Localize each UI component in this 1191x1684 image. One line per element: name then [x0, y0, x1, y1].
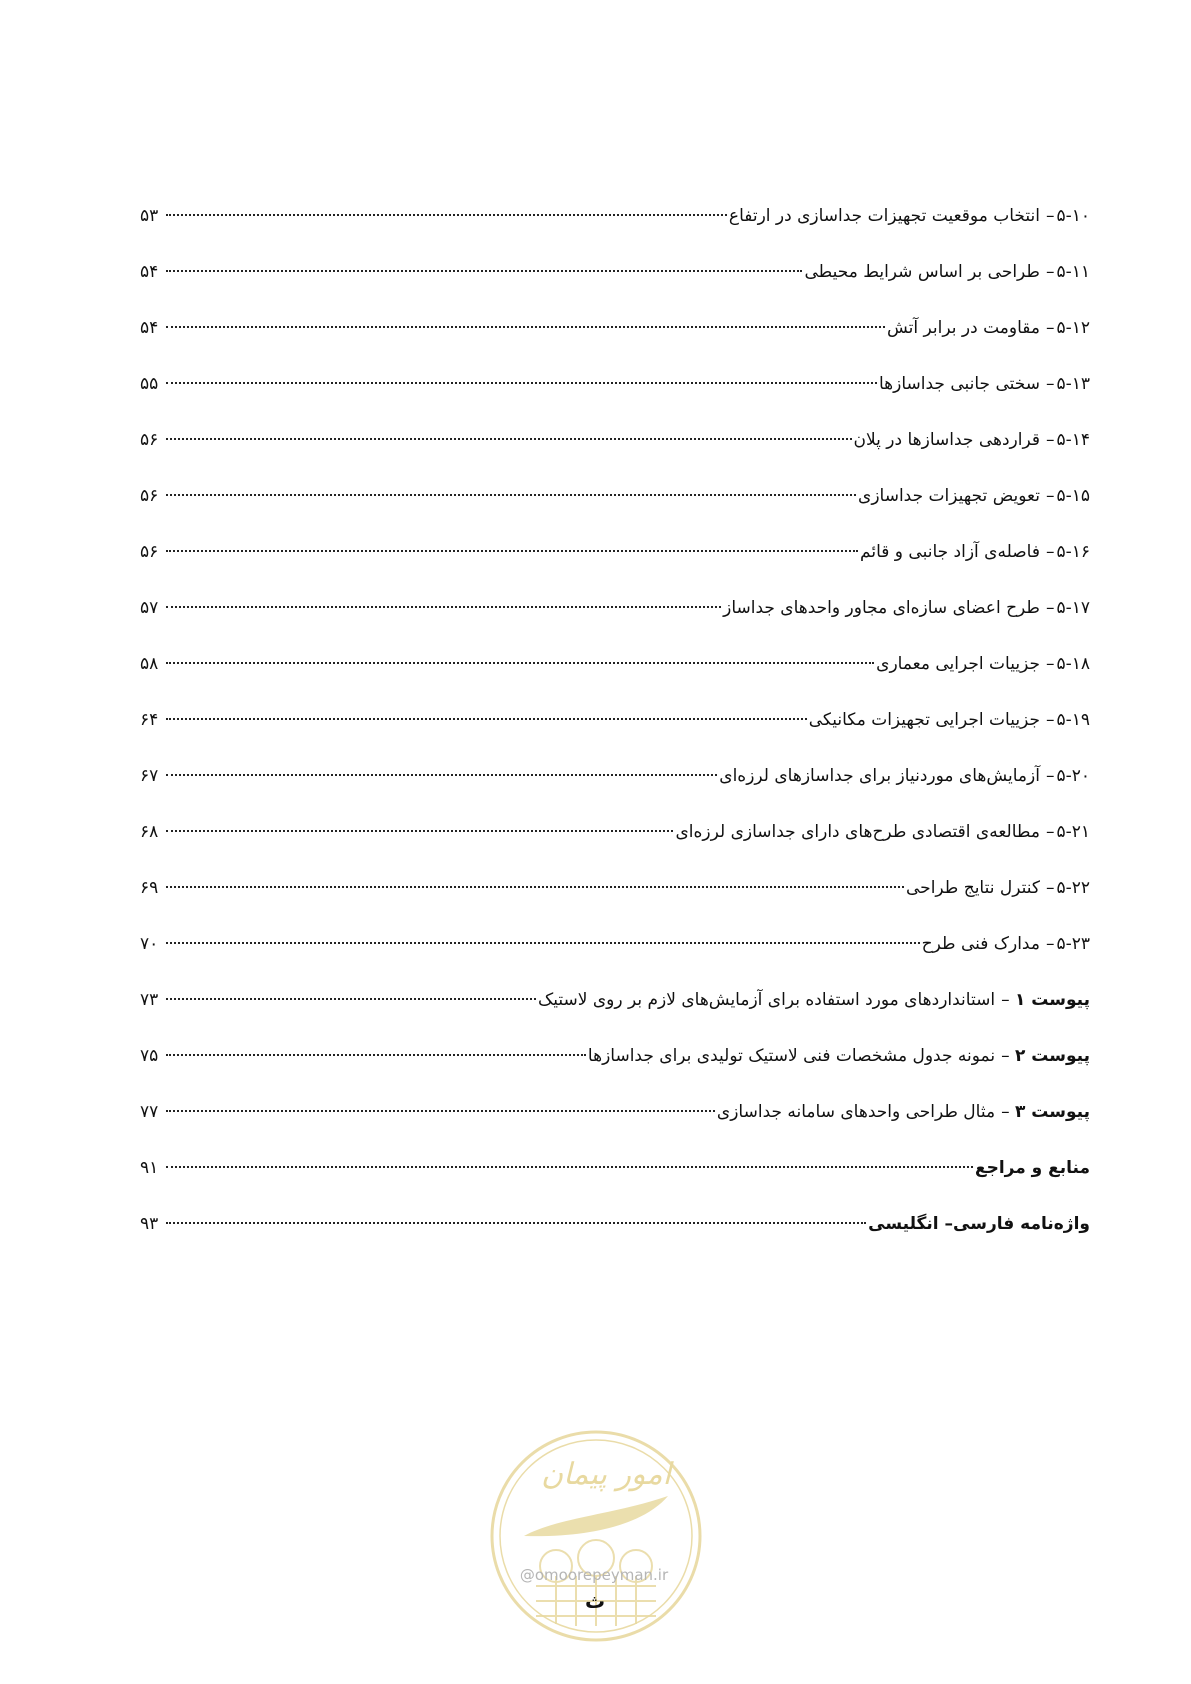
- section-number: ۵-۲۲: [1056, 878, 1090, 898]
- page-number: ۵۶: [140, 542, 159, 562]
- dot-leader: [166, 662, 874, 664]
- section-number: ۵-۱۵: [1056, 486, 1090, 506]
- seal-text: امور پیمان: [541, 1457, 671, 1492]
- section-title: تعویض تجهیزات جداسازی: [858, 486, 1040, 506]
- toc-entry[interactable]: ۵-۱۰ – انتخاب موقعیت تجهیزات جداسازی در ارتفاع ۵۳: [140, 206, 1090, 226]
- appendix-title: استانداردهای مورد استفاده برای آزمایش‌های لازم بر روی لاستیک: [538, 990, 996, 1010]
- dot-leader: [166, 1166, 973, 1168]
- section-title: طراحی بر اساس شرایط محیطی: [804, 262, 1040, 282]
- section-number: ۵-۲۳: [1056, 934, 1090, 954]
- page-number: ۷۷: [140, 1102, 159, 1122]
- section-number: ۵-۲۱: [1056, 822, 1090, 842]
- dot-leader: [166, 1222, 866, 1224]
- toc-entry[interactable]: ۵-۱۹ – جزییات اجرایی تجهیزات مکانیکی ۶۴: [140, 710, 1090, 730]
- section-number: ۵-۱۷: [1056, 598, 1090, 618]
- section-title: سختی جانبی جداسازها: [878, 374, 1040, 394]
- section-title: جزییات اجرایی معماری: [876, 654, 1040, 674]
- toc-entry[interactable]: ۵-۱۶ – فاصله‌ی آزاد جانبی و قائم ۵۶: [140, 542, 1090, 562]
- dot-leader: [166, 718, 807, 720]
- toc-entry[interactable]: ۵-۱۳ – سختی جانبی جداسازها ۵۵: [140, 374, 1090, 394]
- page-number: ۷۳: [140, 990, 159, 1010]
- glossary-title: واژه‌نامه فارسی: [953, 1214, 1090, 1234]
- section-title: مقاومت در برابر آتش: [887, 318, 1040, 338]
- toc-entry[interactable]: ۵-۲۱ – مطالعه‌ی اقتصادی طرح‌های دارای جداسازی لرزه‌ای ۶۸: [140, 822, 1090, 842]
- dot-leader: [166, 326, 885, 328]
- toc-entry[interactable]: ۵-۱۸ – جزییات اجرایی معماری ۵۸: [140, 654, 1090, 674]
- seal-caption: @omoorepeyman.ir: [519, 1566, 669, 1584]
- toc-entry[interactable]: ۵-۱۱ – طراحی بر اساس شرایط محیطی ۵۴: [140, 262, 1090, 282]
- dot-leader: [166, 998, 536, 1000]
- page-number: ۵۶: [140, 486, 159, 506]
- page-number: ۶۹: [140, 878, 159, 898]
- table-of-contents: [140, 206, 1090, 1270]
- dot-leader: [166, 550, 858, 552]
- section-title: مدارک فنی طرح: [921, 934, 1040, 954]
- page-number: ۵۳: [140, 206, 159, 226]
- page-number: ۵۷: [140, 598, 159, 618]
- toc-entry[interactable]: ۵-۲۲ – کنترل نتایج طراحی ۶۹: [140, 878, 1090, 898]
- publisher-seal-watermark: [486, 1426, 706, 1646]
- page-number: ۶۴: [140, 710, 159, 730]
- section-title: جزییات اجرایی تجهیزات مکانیکی: [808, 710, 1040, 730]
- page-number: ۷۰: [140, 934, 159, 954]
- toc-entry-references[interactable]: [140, 1158, 1090, 1214]
- section-title: طرح اعضای سازه‌ای مجاور واحدهای جداساز: [723, 598, 1040, 618]
- appendix-title: نمونه جدول مشخصات فنی لاستیک تولیدی برای جداسازها: [587, 1046, 996, 1066]
- dot-leader: [166, 382, 877, 384]
- section-number: ۵-۱۶: [1056, 542, 1090, 562]
- dot-leader: [166, 214, 727, 216]
- dot-leader: [166, 438, 852, 440]
- page-number: ۵۶: [140, 430, 159, 450]
- page-number: ۷۵: [140, 1046, 159, 1066]
- toc-entry-appendix[interactable]: پیوست ۱ – استانداردهای مورد استفاده برای آزمایش‌های لازم بر روی لاستیک ۷۳: [140, 990, 1090, 1010]
- toc-entry-appendix[interactable]: پیوست ۳ – مثال طراحی واحدهای سامانه جداسازی ۷۷: [140, 1102, 1090, 1122]
- page-number: ۵۴: [140, 262, 159, 282]
- toc-entry[interactable]: ۵-۱۲ – مقاومت در برابر آتش ۵۴: [140, 318, 1090, 338]
- section-title: مطالعه‌ی اقتصادی طرح‌های دارای جداسازی لرزه‌ای: [675, 822, 1040, 842]
- toc-entry-appendix[interactable]: پیوست ۲ – نمونه جدول مشخصات فنی لاستیک تولیدی برای جداسازها ۷۵: [140, 1046, 1090, 1066]
- page-number: ۹۳: [140, 1214, 159, 1234]
- section-number: ۵-۱۹: [1056, 710, 1090, 730]
- page-number-letter: ث: [584, 1589, 606, 1613]
- page-number: ۵۵: [140, 374, 159, 394]
- page-number: ۵۴: [140, 318, 159, 338]
- page-number: ۹۱: [140, 1158, 159, 1178]
- section-title: فاصله‌ی آزاد جانبی و قائم: [860, 542, 1040, 562]
- dot-leader: [166, 942, 920, 944]
- section-title: انتخاب موقعیت تجهیزات جداسازی در ارتفاع: [728, 206, 1040, 226]
- toc-entry-glossary[interactable]: واژه‌نامه فارسی – انگلیسی ۹۳: [140, 1214, 1090, 1234]
- toc-entry[interactable]: ۵-۲۳ – مدارک فنی طرح ۷۰: [140, 934, 1090, 954]
- section-number: ۵-۱۳: [1056, 374, 1090, 394]
- dot-leader: [166, 774, 717, 776]
- dot-leader: [166, 494, 856, 496]
- section-title: کنترل نتایج طراحی: [906, 878, 1040, 898]
- toc-entry[interactable]: ۵-۱۷ – طرح اعضای سازه‌ای مجاور واحدهای جداساز ۵۷: [140, 598, 1090, 618]
- toc-entry[interactable]: ۵-۲۰ – آزمایش‌های موردنیاز برای جداسازهای لرزه‌ای ۶۷: [140, 766, 1090, 786]
- toc-entry[interactable]: ۵-۱۴ – قراردهی جداسازها در پلان ۵۶: [140, 430, 1090, 450]
- section-number: ۵-۱۰: [1056, 206, 1090, 226]
- section-number: ۵-۱۴: [1056, 430, 1090, 450]
- dot-leader: [166, 886, 904, 888]
- appendix-title: مثال طراحی واحدهای سامانه جداسازی: [716, 1102, 996, 1122]
- section-number: ۵-۱۱: [1056, 262, 1090, 282]
- page-number: ۵۸: [140, 654, 159, 674]
- section-title: آزمایش‌های موردنیاز برای جداسازهای لرزه‌ای: [719, 766, 1040, 786]
- page-number: ۶۷: [140, 766, 159, 786]
- dot-leader: [166, 606, 721, 608]
- appendix-label: پیوست ۱: [1014, 990, 1090, 1010]
- section-title: قراردهی جداسازها در پلان: [853, 430, 1040, 450]
- appendix-label: پیوست ۲: [1014, 1046, 1090, 1066]
- dot-leader: [166, 1110, 715, 1112]
- dot-leader: [166, 830, 673, 832]
- page-number: ۶۸: [140, 822, 159, 842]
- appendix-label: پیوست ۳: [1014, 1102, 1090, 1122]
- section-number: ۵-۱۸: [1056, 654, 1090, 674]
- references-title: منابع و مراجع: [974, 1158, 1090, 1178]
- toc-entry[interactable]: ۵-۱۵ – تعویض تجهیزات جداسازی ۵۶: [140, 486, 1090, 506]
- section-number: ۵-۲۰: [1056, 766, 1090, 786]
- dot-leader: [166, 270, 802, 272]
- dot-leader: [166, 1054, 586, 1056]
- section-number: ۵-۱۲: [1056, 318, 1090, 338]
- glossary-title-en: انگلیسی: [868, 1214, 939, 1234]
